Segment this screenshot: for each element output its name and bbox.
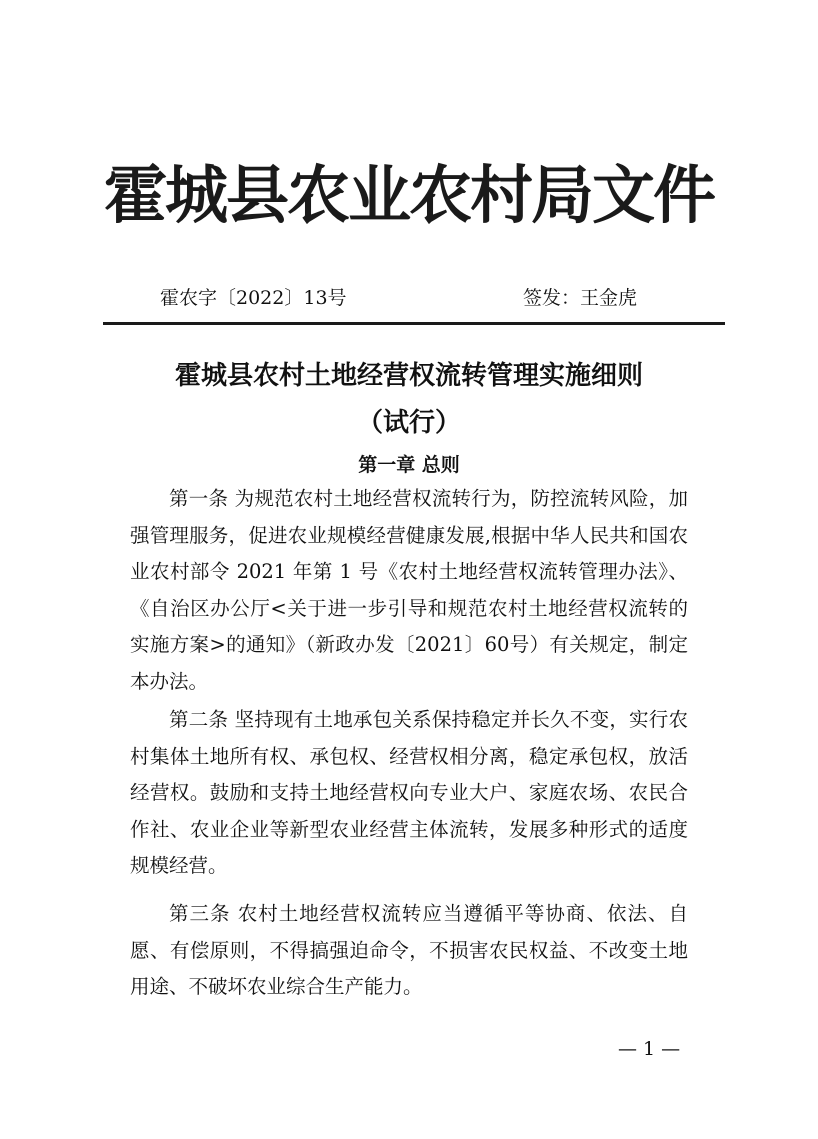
article-paragraph: 第一条 为规范农村土地经营权流转行为，防控流转风险，加强管理服务，促进农业规模经营健康发展,根据中华人民共和国农业农村部令 2021 年第 1 号《农村土地经营权流转管理办法》、《自治区办公厅<关于进一步引导和规范农村土地经营权流转的实施方案>的通知》（新政办发〔2021〕60号）有关规定，制定本办法。 [130, 487, 688, 693]
article-paragraph: 第三条 农村土地经营权流转应当遵循平等协商、依法、自愿、有偿原则，不得搞强迫命令，不损害农民权益、不改变土地用途、不破坏农业综合生产能力。 [130, 902, 688, 999]
signer: 签发：王金虎 [523, 287, 638, 309]
header-divider [103, 322, 725, 325]
article-paragraph: 第二条 坚持现有土地承包关系保持稳定并长久不变，实行农村集体土地所有权、承包权、经营权相分离，稳定承包权，放活经营权。鼓励和支持土地经营权向专业大户、家庭农场、农民合作社、农业企业等新型农业经营主体流转，发展多种形式的适度规模经营。 [130, 708, 688, 878]
document-subtitle: （试行） [356, 408, 461, 438]
chapter-heading: 第一章 总则 [358, 454, 460, 476]
page-number: — 1 — [618, 1038, 681, 1060]
agency-title: 霍城县农业农村局文件 [104, 158, 714, 232]
document-number: 霍农字〔2022〕13号 [160, 287, 347, 309]
document-title: 霍城县农村土地经营权流转管理实施细则 [174, 361, 643, 391]
